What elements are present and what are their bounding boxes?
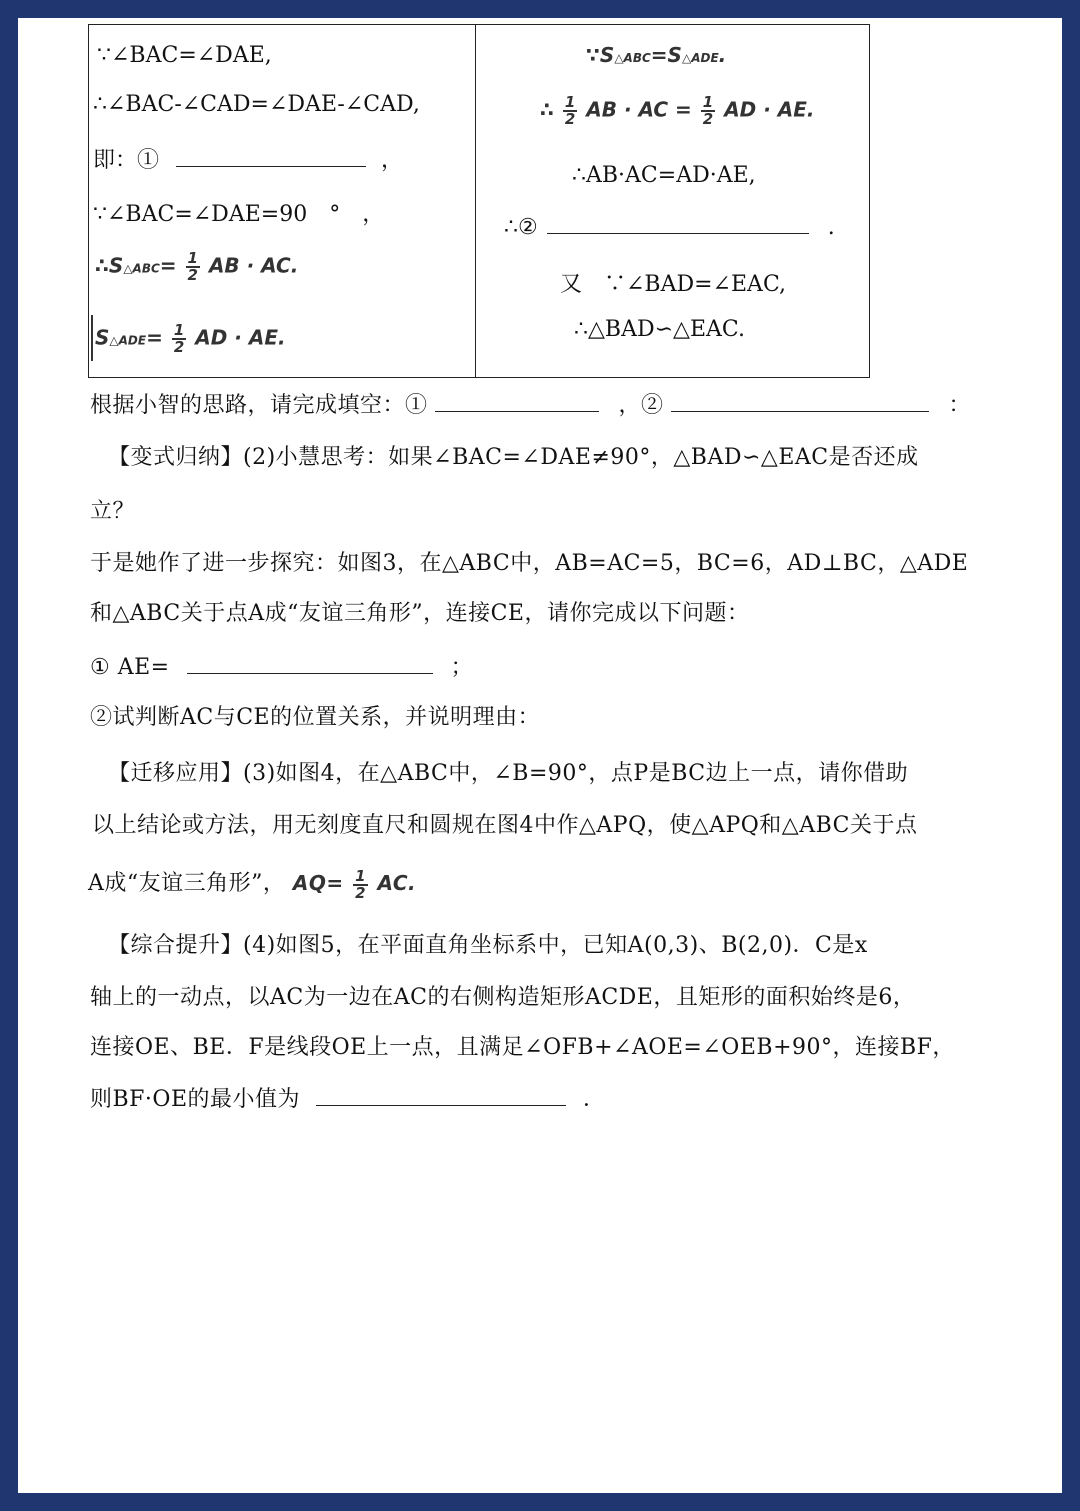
fraction-den: 2: [355, 883, 367, 902]
area-abc-sub: △ABC: [123, 261, 160, 276]
problem-4-question-cont-2: 连接OE、BE．F是线段OE上一点，且满足∠OFB+∠AOE=∠OEB+90°，连接BF，: [90, 1035, 955, 1060]
part-1-label: ① AE=: [90, 655, 170, 680]
product-equation: ∴AB·AC=AD·AE,: [572, 163, 756, 188]
half-product-left: AB · AC =: [586, 97, 692, 122]
proof-left-column: [89, 25, 476, 377]
fraction-num: 1: [702, 93, 714, 111]
area-formula-abc: [95, 251, 298, 283]
area-abc-rest: AB · AC.: [208, 253, 299, 278]
angle-equality-line: 又 ∵∠BAD=∠EAC,: [560, 272, 786, 297]
fraction-num: 1: [187, 249, 198, 267]
area-eq-a: ∵S: [586, 43, 615, 67]
fraction-den: 2: [564, 110, 576, 128]
similarity-conclusion: ∴△BAD∽△EAC.: [574, 317, 745, 342]
proof-right-line-4: [504, 213, 835, 240]
answer-blank-min[interactable]: [316, 1085, 566, 1106]
problem-3-question-end: [88, 866, 416, 901]
area-eq-sub2: △ADE: [681, 51, 719, 65]
proof-line-1: ∵∠BAC=∠DAE,: [97, 43, 272, 68]
proof-line-3: [93, 143, 403, 174]
proof-right-line-4-suffix: .: [827, 215, 835, 240]
area-eq-b: =S: [650, 43, 682, 67]
proof-line-2: ∴∠BAC-∠CAD=∠DAE-∠CAD,: [93, 92, 420, 117]
problem-3-question-cont: 以上结论或方法，用无刻度直尺和圆规在图4中作△APQ，使△APQ和△ABC关于点: [92, 813, 918, 838]
proof-line-4: ∵∠BAC=∠DAE=90 ° ，: [93, 202, 385, 227]
problem-2-question-cont: 立？: [90, 499, 136, 524]
fraction-half: [563, 95, 577, 127]
fill-in-mid: ，②: [618, 393, 664, 418]
area-ade-sub: △ADE: [109, 333, 147, 348]
fill-in-suffix: ：: [948, 393, 972, 418]
problem-3-end-text: A成“友谊三角形”，: [88, 871, 286, 896]
area-ade-eq: =: [146, 325, 163, 350]
answer-blank-p1a[interactable]: [435, 391, 599, 412]
worksheet-page: [18, 18, 1062, 1493]
area-abc-prefix: ∴S: [95, 253, 124, 278]
fraction-half: [186, 251, 200, 283]
aq-formula-left: AQ=: [292, 871, 344, 895]
fraction-num: 1: [564, 93, 576, 111]
problem-4-question: 【综合提升】(4)如图5，在平面直角坐标系中，已知A(0,3)、B(2,0)．C是x: [108, 933, 868, 958]
area-eq-sub1: △ABC: [614, 51, 651, 65]
fraction-num: 1: [355, 866, 367, 885]
aq-formula-right: AC.: [377, 871, 417, 895]
problem-2-part-1: [90, 650, 473, 681]
area-eq-c: .: [718, 43, 727, 67]
area-abc-eq: =: [159, 253, 177, 278]
fraction-den: 2: [173, 338, 185, 356]
fraction-num: 1: [173, 321, 185, 339]
answer-blank-p1b[interactable]: [671, 391, 929, 412]
answer-blank-2[interactable]: [547, 213, 809, 234]
proof-right-line-4-label: ∴②: [504, 215, 538, 240]
text-cursor: [91, 315, 93, 361]
problem-4-end-suffix: ．: [583, 1087, 606, 1112]
half-product-right: AD · AE.: [724, 97, 815, 122]
fill-in-instruction: [90, 388, 971, 419]
problem-3-question: 【迁移应用】(3)如图4，在△ABC中，∠B=90°，点P是BC边上一点，请你借助: [108, 761, 909, 786]
proof-line-3-label: 即：①: [93, 148, 160, 173]
area-equality: [586, 43, 726, 67]
answer-blank-1[interactable]: [176, 146, 366, 167]
fill-in-label: 根据小智的思路，请完成填空：①: [90, 393, 428, 418]
aq-formula: [292, 866, 417, 902]
fraction-half: [353, 866, 368, 902]
therefore-symbol: ∴: [540, 97, 554, 122]
fraction-den: 2: [702, 110, 714, 128]
fraction-half: [172, 323, 186, 355]
proof-line-3-suffix: ，: [381, 148, 404, 173]
problem-2-exploration: 于是她作了进一步探究：如图3，在△ABC中，AB=AC=5，BC=6，AD⊥BC，△ADE: [90, 551, 969, 576]
problem-2-part-2: ②试判断AC与CE的位置关系，并说明理由：: [90, 705, 541, 730]
problem-4-end-text: 则BF·OE的最小值为: [90, 1087, 301, 1112]
proof-right-column: [476, 25, 869, 377]
fraction-den: 2: [187, 266, 198, 284]
problem-2-exploration-cont: 和△ABC关于点A成“友谊三角形”，连接CE，请你完成以下问题：: [90, 601, 750, 626]
area-ade-prefix: S: [95, 325, 110, 350]
problem-2-question: 【变式归纳】(2)小慧思考：如果∠BAC=∠DAE≠90°，△BAD∽△EAC是否还成: [108, 445, 919, 470]
problem-4-question-end: [90, 1082, 606, 1113]
answer-blank-ae[interactable]: [187, 653, 433, 674]
proof-table: [88, 24, 870, 378]
problem-4-question-cont-1: 轴上的一动点，以AC为一边在AC的右侧构造矩形ACDE，且矩形的面积始终是6，: [90, 985, 916, 1010]
area-formula-ade: [95, 323, 286, 355]
area-ade-rest: AD · AE.: [195, 325, 286, 350]
half-product-equation: [540, 95, 815, 127]
fraction-half: [701, 95, 715, 127]
part-1-suffix: ；: [450, 655, 474, 680]
